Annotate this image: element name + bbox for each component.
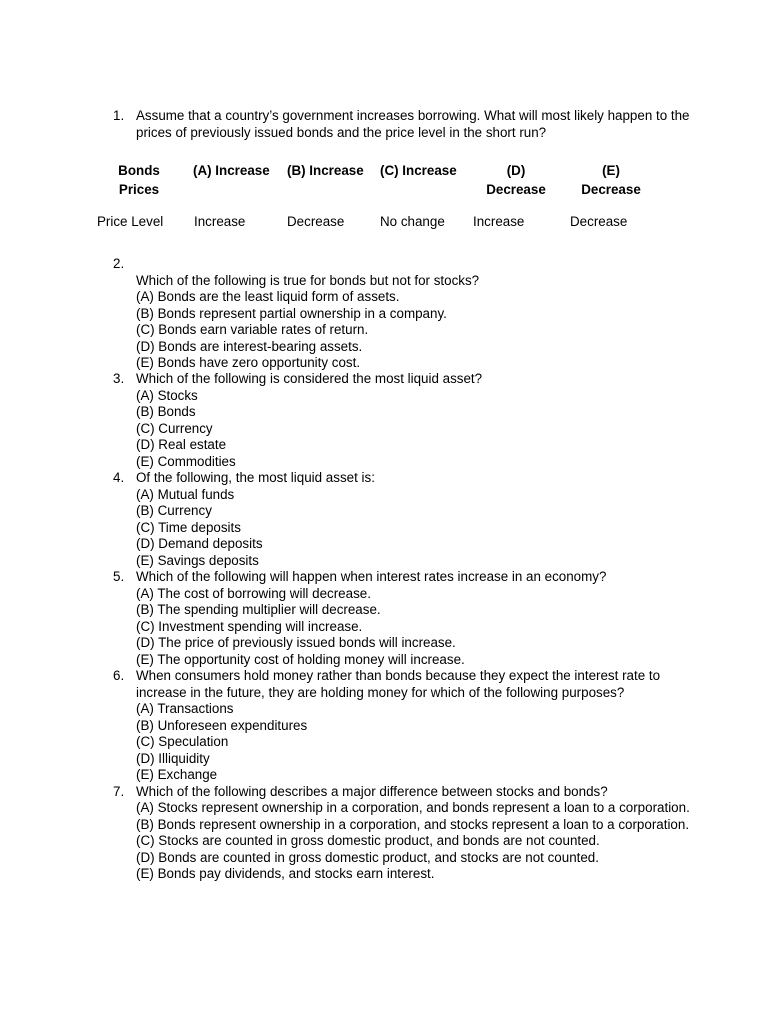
table-cell-b: Decrease xyxy=(287,214,345,229)
question-body xyxy=(136,470,703,569)
option-a: (A) Transactions xyxy=(136,701,234,716)
option-b: (B) Bonds xyxy=(136,404,196,419)
question-2 xyxy=(113,256,713,372)
col-head-line: (E) xyxy=(602,163,620,178)
col-head-line: (D) xyxy=(506,163,526,178)
question-body xyxy=(136,668,703,784)
option-a: (A) The cost of borrowing will decrease. xyxy=(136,585,371,601)
question-4 xyxy=(113,470,703,569)
col-head-line: (A) Increase xyxy=(193,163,270,178)
answer-table xyxy=(95,163,695,233)
option-c: (C) Speculation xyxy=(136,734,229,749)
question-6 xyxy=(113,668,703,784)
option-c: (C) Investment spending will increase. xyxy=(136,618,363,634)
question-5 xyxy=(113,569,703,668)
table-col-head-a xyxy=(193,163,270,180)
option-b: (B) Unforeseen expenditures xyxy=(136,717,308,733)
table-cell-a: Increase xyxy=(194,214,246,229)
col-head-line: Decrease xyxy=(486,181,546,197)
question-number: 3. xyxy=(113,371,125,386)
question-body xyxy=(136,371,703,470)
question-number: 4. xyxy=(113,470,125,485)
row-label-line: Bonds xyxy=(118,163,160,178)
row-label-line: Prices xyxy=(118,181,160,197)
col-head-line: Decrease xyxy=(581,181,641,197)
question-number: 5. xyxy=(113,569,125,584)
question-body xyxy=(136,569,703,668)
option-c: (C) Currency xyxy=(136,420,213,436)
option-a: (A) Bonds are the least liquid form of assets. xyxy=(136,289,400,304)
question-body xyxy=(136,784,703,883)
option-b: (B) Bonds represent ownership in a corporation, and stocks represent a loan to a corporation. xyxy=(136,816,690,832)
table-cell-c: No change xyxy=(380,214,445,229)
question-number: 6. xyxy=(113,668,125,683)
questions-list xyxy=(113,371,703,883)
option-d: (D) Bonds are interest-bearing assets. xyxy=(136,338,363,354)
table-cell-e: Decrease xyxy=(570,214,628,229)
option-a: (A) Mutual funds xyxy=(136,486,235,502)
question-number: 1. xyxy=(113,108,125,123)
question-text: Which of the following is true for bonds but not for stocks? xyxy=(136,272,480,288)
option-d: (D) Demand deposits xyxy=(136,536,263,551)
option-d: (D) Real estate xyxy=(136,437,227,452)
question-number: 7. xyxy=(113,783,125,799)
question-text: Which of the following will happen when interest rates increase in an economy? xyxy=(136,569,607,584)
options-list xyxy=(136,289,713,372)
question-text: Assume that a country’s government increases borrowing. What will most likely happen to the prices of previously issued bonds and the price level in the short run? xyxy=(136,108,690,140)
table-col-head-d xyxy=(483,163,549,198)
option-c: (C) Time deposits xyxy=(136,519,241,535)
question-text: Of the following, the most liquid asset is: xyxy=(136,470,375,485)
option-e: (E) Savings deposits xyxy=(136,552,259,568)
question-7 xyxy=(113,784,703,883)
table-col-head-c xyxy=(380,163,457,180)
table-row-label-bonds-prices xyxy=(104,163,174,198)
option-b: (B) The spending multiplier will decrease. xyxy=(136,602,381,617)
option-a: (A) Stocks xyxy=(136,387,198,403)
option-e: (E) Bonds have zero opportunity cost. xyxy=(136,355,361,370)
question-text: When consumers hold money rather than bonds because they expect the interest rate to increase in the future, they are holding money for which of the following purposes? xyxy=(136,668,661,700)
question-text: Which of the following describes a major difference between stocks and bonds? xyxy=(136,783,608,799)
col-head-line: (B) Increase xyxy=(287,163,364,178)
option-c: (C) Bonds earn variable rates of return. xyxy=(136,322,369,337)
table-col-head-e xyxy=(579,163,643,198)
option-b: (B) Currency xyxy=(136,503,212,518)
table-row-label-price-level: Price Level xyxy=(97,214,164,229)
option-e: (E) The opportunity cost of holding money will increase. xyxy=(136,651,465,667)
question-number: 2. xyxy=(113,256,125,271)
question-1 xyxy=(113,108,713,141)
option-c: (C) Stocks are counted in gross domestic product, and bonds are not counted. xyxy=(136,833,600,848)
option-d: (D) Illiquidity xyxy=(136,750,210,766)
col-head-line: (C) Increase xyxy=(380,163,457,178)
option-e: (E) Commodities xyxy=(136,453,236,469)
option-b: (B) Bonds represent partial ownership in a company. xyxy=(136,305,447,321)
option-d: (D) The price of previously issued bonds will increase. xyxy=(136,635,456,650)
question-text: Which of the following is considered the most liquid asset? xyxy=(136,371,483,386)
option-a: (A) Stocks represent ownership in a corporation, and bonds represent a loan to a corporation. xyxy=(136,800,690,815)
question-3 xyxy=(113,371,703,470)
option-d: (D) Bonds are counted in gross domestic product, and stocks are not counted. xyxy=(136,849,599,865)
option-e: (E) Exchange xyxy=(136,767,218,782)
option-e: (E) Bonds pay dividends, and stocks earn interest. xyxy=(136,866,435,881)
table-col-head-b xyxy=(287,163,364,180)
table-cell-d: Increase xyxy=(473,214,525,229)
